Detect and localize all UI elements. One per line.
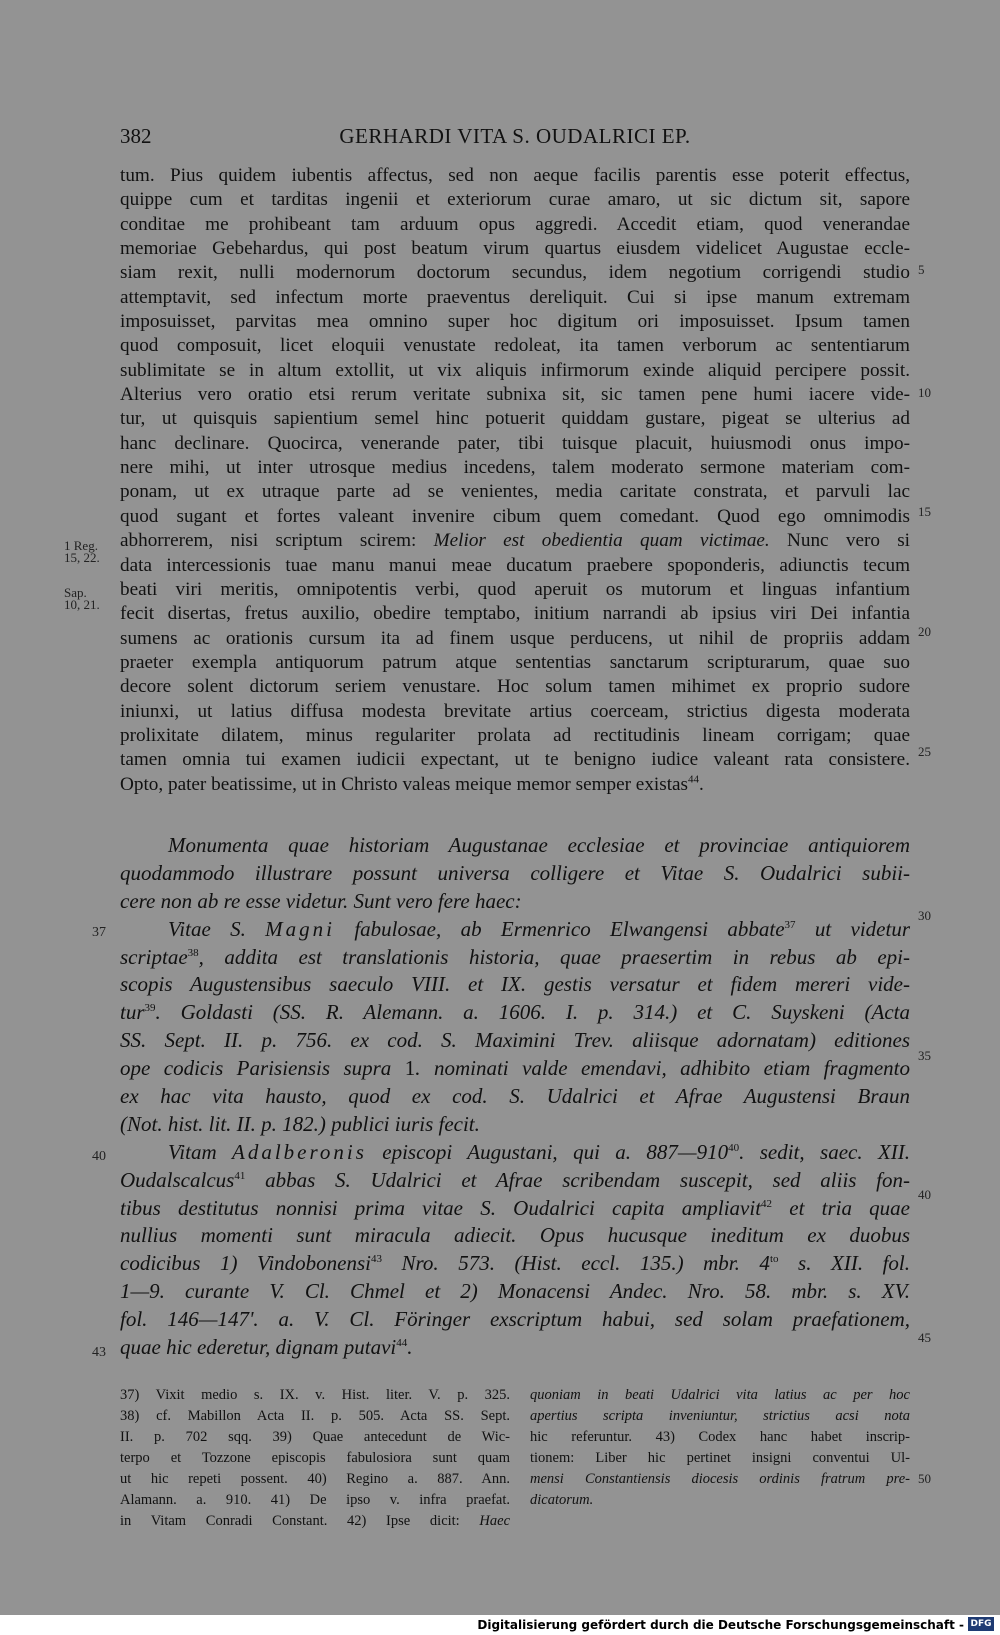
text-line: quod composuit, licet eloquii venustate redoleat, ita tamen verborum ac sententiarum bbox=[120, 335, 910, 357]
text-line: Alterius vero oratio etsi rerum veritate subnixa sit, sic tamen pene humi iacere vide- bbox=[120, 384, 910, 406]
text-line: hanc declinare. Quocirca, venerande pater, tibi tuisque placuit, huiusmodi onus impo- bbox=[120, 432, 910, 454]
footnote-line: 37) Vixit medio s. IX. v. Hist. liter. V. p. 325. bbox=[120, 1387, 510, 1403]
text-line: praeter exempla antiquorum patrum atque sententias sanctarum scripturarum, quae suo bbox=[120, 651, 910, 673]
text-line-with-quote: abhorrerem, nisi scriptum scirem: Melior est obedientia quam victimae. Nunc vero si bbox=[120, 530, 911, 552]
note-line: tibus destitutus nonnisi prima vitae S. Oudalrici capita ampliavit$^{42}$ et tria quae bbox=[120, 1195, 910, 1220]
note-line: ope codicis Parisiensis supra 1. nominati valde emendavi, adhibito etiam fragmento bbox=[120, 1056, 911, 1081]
note-line: (Not. hist. lit. II. p. 182.) publici iuris fecit. bbox=[120, 1111, 480, 1136]
text-line: beati viri meritis, omnipotentis verbi, quod aperuit os mutorum et linguas infantium bbox=[120, 578, 910, 600]
text-line: data intercessionis tuae manu manui meae ducatum praebere spoponderis, adiunctis tecum bbox=[120, 554, 910, 576]
footnote-line: tionem: Liber hic pertinet insigni conventui Ul- bbox=[530, 1450, 910, 1466]
text-line: tur, ut quisquis sapientium semel hinc potuerit quiddam gustare, pigeat se ulterius ad bbox=[120, 408, 910, 430]
note-line: tur$^{39}$. Goldasti (SS. R. Alemann. a. 1606. I. p. 314.) et C. Suyskeni (Acta bbox=[120, 1000, 910, 1025]
text-line: siam rexit, nulli modernorum doctorum secundus, idem negotium corrigendi studio bbox=[120, 262, 910, 284]
text-line: attemptavit, sed infectum morte praeventus dereliquit. Cui si ipse manum extremam bbox=[120, 286, 910, 308]
note-line: Vitae S. Magni fabulosae, ab Ermenrico Elwangensi abbate$^{37}$ ut videtur bbox=[168, 916, 910, 941]
footnote-line: hic referuntur. 43) Codex hanc habet inscrip- bbox=[530, 1429, 910, 1445]
text-line: imposuisset, parvitas mea omnino super hoc digitum ori imposuisset. Ipsum tamen bbox=[120, 311, 910, 333]
text-line: sumens ac orationis cursum ita ad finem usque perducens, ut nihil de propriis addam bbox=[120, 627, 910, 649]
line-number: 10 bbox=[918, 385, 931, 400]
footnote-line: apertius scripta inveniuntur, strictius acsi nota bbox=[530, 1408, 910, 1424]
line-number: 40 bbox=[918, 1187, 931, 1202]
editorial-note bbox=[120, 832, 910, 1362]
text-line: ponam, ut ex utraque parte ad se venientes, media caritate constrata, et parvuli lac bbox=[120, 481, 910, 503]
text-line: iniunxi, ut latius diffusa modesta brevitate artius coerceam, strictius digesta moderata bbox=[120, 700, 910, 722]
margin-reference: 1 Reg. 15, 22. bbox=[64, 538, 100, 565]
note-line: Vitam Adalberonis episcopi Augustani, qui a. $887—910^{40}$. sedit, saec. XII. bbox=[168, 1139, 911, 1164]
note-line: quodammodo illustrare possunt universa colligere et Vitae S. Oudalrici subii- bbox=[120, 860, 910, 885]
note-line: ex hac vita hausto, quod ex cod. S. Udalrici et Afrae Augustensi Braun bbox=[120, 1084, 910, 1109]
text-line: Opto, pater beatissime, ut in Christo valeas meique memor semper existas$^{44}$. bbox=[120, 773, 704, 795]
footnote-marker: 44 bbox=[688, 773, 700, 786]
footnotes-left-column bbox=[120, 1385, 510, 1532]
digitization-footer bbox=[0, 1615, 1000, 1635]
text-line: quod sugant et fortes valeant invenire cibum quem comedant. Quod ego omnimodis bbox=[120, 505, 910, 527]
text-line: sublimitate se in altum extollit, ut vix aliquis infirmorum exinde aliquid percipere possit. bbox=[120, 359, 910, 381]
line-number: 30 bbox=[918, 908, 931, 923]
note-line: SS. Sept. II. p. 756. ex cod. S. Maximini Trev. aliisque adornatam) editiones bbox=[120, 1028, 910, 1053]
line-number: 20 bbox=[918, 624, 931, 639]
text-line: nere mihi, ut inter utrosque medius incedens, talem moderato sermone materiam com- bbox=[120, 457, 910, 479]
prose-text bbox=[120, 164, 910, 797]
footnote-line: dicatorum. bbox=[530, 1492, 594, 1508]
note-line: quae hic ederetur, dignam putavi$^{44}$. bbox=[120, 1335, 413, 1360]
line-number: 45 bbox=[918, 1330, 931, 1345]
note-line: scopis Augustensibus saeculo VIII. et IX. gestis versatur et fidem mereri vide- bbox=[120, 972, 910, 997]
line-number: 5 bbox=[918, 262, 925, 277]
text-line: conditae me prohibeant tam arduum opus aggredi. Accedit etiam, quod venerandae bbox=[120, 213, 910, 235]
text-line: decore solent dictorum seriem venustare. Hoc solum tamen mihimet ex proprio sudore bbox=[120, 676, 910, 698]
line-number: 35 bbox=[918, 1048, 931, 1063]
text-line: memoriae Gebehardus, qui post beatum virum quartus eiusdem videlicet Augustae eccle- bbox=[120, 238, 910, 260]
footnote-line: mensi Constantiensis diocesis ordinis fratrum pre- bbox=[530, 1471, 910, 1487]
note-line: cere non ab re esse videtur. Sunt vero fere haec: bbox=[120, 888, 522, 913]
note-line: codicibus 1) Vindobonensi$^{43}$ Nro. 573. (Hist. eccl. 135.) mbr. $4^{to}$ s. XII. fol. bbox=[120, 1251, 911, 1276]
item-number: 37 bbox=[92, 925, 106, 940]
text-line: quippe cum et tarditas ingenii et exteriorum curae amaro, ut sic dictum sit, sapore bbox=[120, 189, 910, 211]
line-number: 25 bbox=[918, 744, 931, 759]
dfg-logo-icon: DFG bbox=[968, 1617, 994, 1631]
footnote-line: in Vitam Conradi Constant. 42) Ipse dicit: Haec bbox=[120, 1513, 511, 1529]
note-line: Monumenta quae historiam Augustanae ecclesiae et provinciae antiquiorem bbox=[168, 833, 910, 857]
running-title: GERHARDI VITA S. OUDALRICI EP. bbox=[339, 124, 691, 148]
footnotes-right-column bbox=[530, 1385, 910, 1511]
footnote-line: ut hic repeti possent. 40) Regino a. 887. Ann. bbox=[120, 1471, 510, 1487]
text-line: prolixitate dilatem, minus regulariter prolata ad rectitudinis lineam corrigam; quae bbox=[120, 724, 910, 746]
note-line: 1—9. curante V. Cl. Chmel et 2) Monacensi Andec. Nro. 58. mbr. s. XV. bbox=[120, 1279, 910, 1304]
note-line: Oudalscalcus$^{41}$ abbas S. Udalrici et Afrae scribendam suscepit, sed aliis fon- bbox=[120, 1167, 911, 1192]
margin-reference: Sap. 10, 21. bbox=[64, 585, 100, 612]
line-number: 50 bbox=[918, 1471, 931, 1486]
note-line: fol. 146—147'. a. V. Cl. Föringer exscriptum habui, sed solam praefationem, bbox=[120, 1307, 910, 1332]
footnote-line: Alamann. a. 910. 41) De ipso v. infra praefat. bbox=[120, 1492, 510, 1508]
line-number: 15 bbox=[918, 504, 931, 519]
note-line: nullius momenti sunt miracula adiecit. Opus hucusque ineditum ex duobus bbox=[120, 1223, 910, 1248]
page-number: 382 bbox=[120, 124, 152, 148]
funding-notice: Digitalisierung gefördert durch die Deutsche Forschungsgemeinschaft - bbox=[477, 1618, 964, 1632]
text-line: fecit disertas, fretus auxilio, obedire temptabo, initium narrandi ab ipsius viri Dei infantia bbox=[120, 603, 910, 625]
text-line: tum. Pius quidem iubentis affectus, sed non aeque facilis parentis esse poterit effectus, bbox=[120, 165, 910, 186]
footnote-line: terpo et Tozzone episcopis fabulosiora sunt quam bbox=[120, 1450, 510, 1466]
text-line: tamen omnia tui examen iudicii expectant, ut te benigno iudice valeant rata consistere. bbox=[120, 749, 910, 771]
footnote-line: quoniam in beati Udalrici vita latius ac per hoc bbox=[530, 1387, 910, 1403]
note-line: scriptae$^{38}$, addita est translationis historia, quae praesertim in rebus ab epi- bbox=[120, 944, 910, 969]
running-header bbox=[120, 124, 910, 154]
footnote-line: 38) cf. Mabillon Acta II. p. 505. Acta SS. Sept. bbox=[120, 1408, 510, 1424]
footnote-line: II. p. 702 sqq. 39) Quae antecedunt de Wic- bbox=[120, 1429, 510, 1445]
item-number: 43 bbox=[92, 1345, 106, 1360]
scripture-quote: Melior est obedientia quam victimae. bbox=[433, 530, 770, 552]
item-number: 40 bbox=[92, 1149, 106, 1164]
